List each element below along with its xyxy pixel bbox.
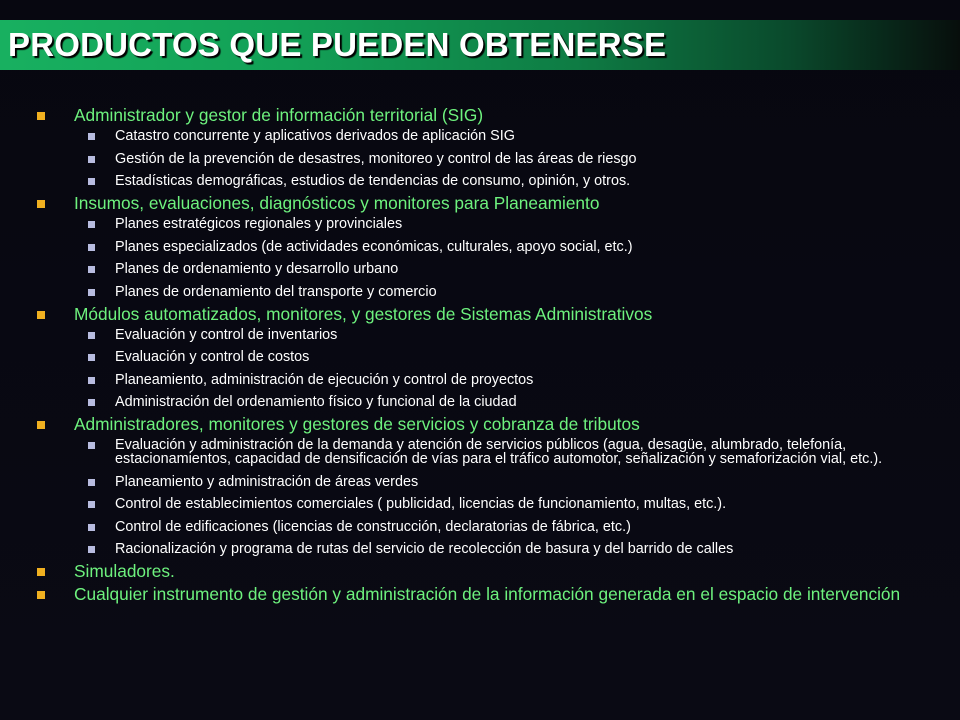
square-bullet-icon [88,479,95,486]
square-bullet-icon [88,377,95,384]
square-bullet-icon [88,221,95,228]
level1-label: Administradores, monitores y gestores de servicios y cobranza de tributos [74,414,640,434]
level2-label: Administración del ordenamiento físico y funcional de la ciudad [115,394,517,410]
square-bullet-icon [37,568,45,576]
level2-label: Planes de ordenamiento y desarrollo urbano [115,261,399,277]
square-bullet-icon [88,266,95,273]
level1-label: Simuladores. [74,561,175,581]
square-bullet-icon [88,399,95,406]
level2-item [34,350,944,364]
level2-item [34,520,944,534]
level2-item [34,475,944,489]
square-bullet-icon [88,244,95,251]
level2-item [34,240,944,254]
bullet-list [34,106,944,608]
level2-label: Planes estratégicos regionales y provinciales [115,216,403,232]
section-servicios-tributos [34,415,944,556]
level1-label: Módulos automatizados, monitores, y gestores de Sistemas Administrativos [74,303,653,324]
level2-label: Racionalización y programa de rutas del servicio de recolección de basura y del barrido de calles [115,541,734,557]
slide-title: PRODUCTOS QUE PUEDEN OBTENERSE [8,26,667,63]
level2-item [34,542,944,556]
level2-item [34,152,944,166]
square-bullet-icon [88,354,95,361]
level2-label: Planes de ordenamiento del transporte y comercio [115,283,437,300]
level1-label: Cualquier instrumento de gestión y administración de la información generada en el espacio de intervención [74,584,901,604]
level2-item [34,373,944,387]
level2-label: Planeamiento, administración de ejecución y control de proyectos [115,371,534,388]
square-bullet-icon [88,289,95,296]
section-sistemas-administrativos [34,305,944,410]
square-bullet-icon [37,112,45,120]
section-sig [34,106,944,188]
square-bullet-icon [88,133,95,140]
level2-label: Planeamiento y administración de áreas verdes [115,473,419,490]
level1-label: Administrador y gestor de información territorial (SIG) [74,105,484,125]
square-bullet-icon [88,156,95,163]
level2-item [34,285,944,299]
level1-item [34,106,944,125]
section-simuladores [34,562,944,581]
level2-label: Evaluación y control de costos [115,349,310,365]
level1-item [34,562,944,581]
title-bar [0,20,960,70]
level2-label: Evaluación y administración de la demanda y atención de servicios públicos (agua, desagüe, alumbrado, telefonía, estacionamientos, capacidad de densificación de vías para el tráfico automotor, señalización y semaforización vial, etc.). [115,437,883,467]
level2-item [34,497,944,511]
square-bullet-icon [88,546,95,553]
section-planeamiento [34,194,944,299]
level2-item [34,174,944,188]
level2-item [34,438,944,466]
level2-item [34,395,944,409]
level2-label: Control de edificaciones (licencias de construcción, declaratorias de fábrica, etc.) [115,518,631,535]
level2-label: Estadísticas demográficas, estudios de tendencias de consumo, opinión, y otros. [115,173,631,189]
square-bullet-icon [88,442,95,449]
square-bullet-icon [37,591,45,599]
square-bullet-icon [88,332,95,339]
level1-item [34,585,944,604]
square-bullet-icon [37,311,45,319]
level1-item [34,415,944,434]
square-bullet-icon [88,524,95,531]
level2-item [34,262,944,276]
level2-item [34,129,944,143]
level2-label: Gestión de la prevención de desastres, monitoreo y control de las áreas de riesgo [115,150,637,167]
square-bullet-icon [88,178,95,185]
level2-label: Planes especializados (de actividades económicas, culturales, apoyo social, etc.) [115,238,633,255]
level1-item [34,194,944,213]
level1-label: Insumos, evaluaciones, diagnósticos y monitores para Planeamiento [74,193,600,213]
square-bullet-icon [37,421,45,429]
level2-label: Control de establecimientos comerciales ( publicidad, licencias de funcionamiento, multas, etc.). [115,496,727,512]
section-instrumentos [34,585,944,604]
square-bullet-icon [88,501,95,508]
level2-item [34,217,944,231]
level2-label: Evaluación y control de inventarios [115,326,338,343]
level2-label: Catastro concurrente y aplicativos derivados de aplicación SIG [115,128,515,144]
level2-item [34,328,944,342]
square-bullet-icon [37,200,45,208]
level1-item [34,305,944,324]
